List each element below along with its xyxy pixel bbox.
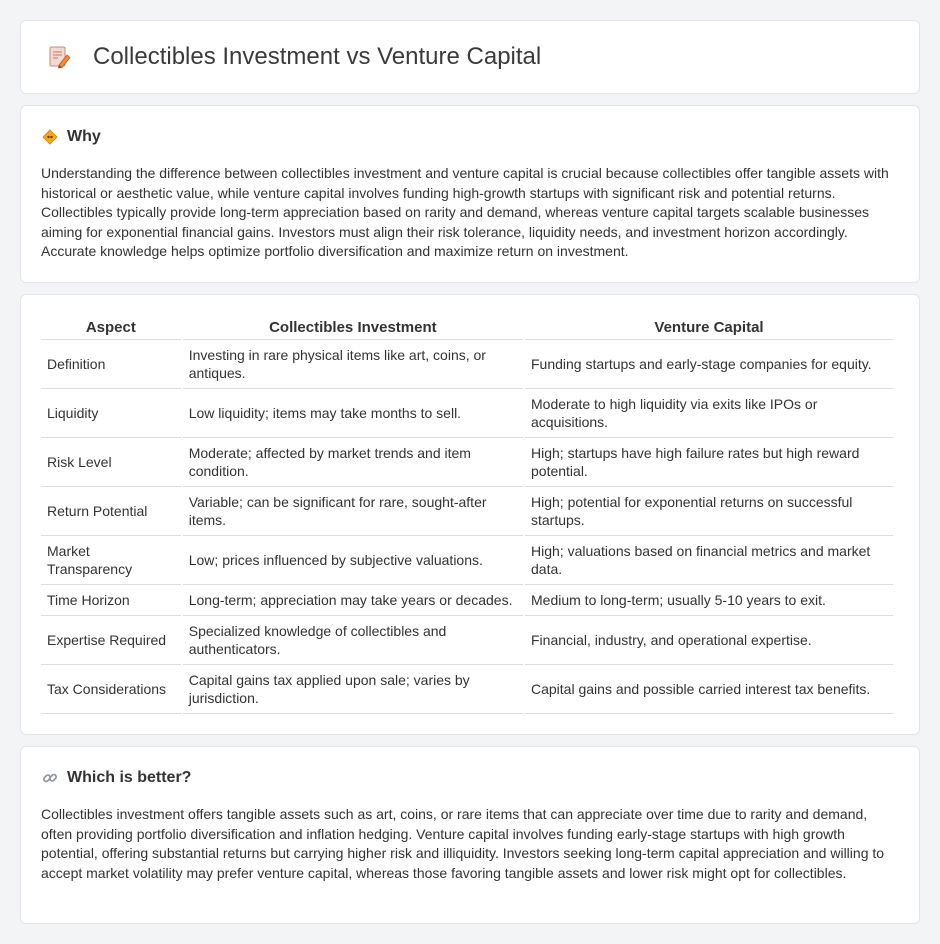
which-better-text: Collectibles investment offers tangible assets such as art, coins, or rare items that can appreciate over time due to rarity and demand, often providing portfolio diversification and inflation hedging. Venture capital involves funding early-stage startups with high growth potential, offering substantial returns but carrying higher risk and illiquidity. Investors seeking long-term capital appreciation and willing to accept market volatility may prefer venture capital, whereas those favoring tangible assets and lower risk might opt for collectibles.	[41, 806, 885, 881]
venture-capital-cell: Financial, industry, and operational expertise.	[525, 616, 893, 665]
aspect-cell: Time Horizon	[41, 585, 181, 616]
aspect-cell: Return Potential	[41, 487, 181, 536]
venture-capital-cell: Moderate to high liquidity via exits like IPOs or acquisitions.	[525, 389, 893, 438]
collectibles-cell: Low; prices influenced by subjective valuations.	[183, 536, 523, 585]
aspect-cell: Tax Considerations	[41, 665, 181, 714]
table-row	[41, 616, 893, 665]
table-row	[41, 536, 893, 585]
venture-capital-cell: High; startups have high failure rates but high reward potential.	[525, 438, 893, 487]
venture-capital-cell: High; potential for exponential returns on successful startups.	[525, 487, 893, 536]
collectibles-cell: Long-term; appreciation may take years or decades.	[183, 585, 523, 616]
aspect-cell: Risk Level	[41, 438, 181, 487]
header-card	[20, 20, 920, 94]
why-section	[20, 105, 920, 283]
table-row	[41, 585, 893, 616]
document-pencil-icon	[45, 43, 73, 71]
aspect-cell: Market Transparency	[41, 536, 181, 585]
header-venture-capital: Venture Capital	[525, 315, 893, 340]
venture-capital-cell: Medium to long-term; usually 5-10 years to exit.	[525, 585, 893, 616]
collectibles-cell: Low liquidity; items may take months to sell.	[183, 389, 523, 438]
header-collectibles: Collectibles Investment	[183, 315, 523, 340]
collectibles-cell: Moderate; affected by market trends and item condition.	[183, 438, 523, 487]
link-icon	[41, 769, 59, 787]
collectibles-cell: Variable; can be significant for rare, sought-after items.	[183, 487, 523, 536]
which-better-section	[20, 746, 920, 924]
table-row	[41, 665, 893, 714]
why-text: Understanding the difference between collectibles investment and venture capital is crucial because collectibles offer tangible assets with historical or aesthetic value, while venture capital involves funding high-growth startups with significant risk and potential returns. Collectibles typically provide long-term appreciation based on rarity and demand, whereas venture capital targets scalable businesses aiming for exponential financial gains. Investors must align their risk tolerance, liquidity needs, and investment horizon accordingly. Accurate knowledge helps optimize portfolio diversification and maximize return on investment.	[41, 165, 889, 260]
why-title: Why	[67, 128, 101, 145]
aspect-cell: Liquidity	[41, 389, 181, 438]
page-title: Collectibles Investment vs Venture Capital	[93, 43, 542, 70]
venture-capital-cell: Capital gains and possible carried interest tax benefits.	[525, 665, 893, 714]
aspect-cell: Expertise Required	[41, 616, 181, 665]
table-row	[41, 389, 893, 438]
header-aspect: Aspect	[41, 315, 181, 340]
venture-capital-cell: High; valuations based on financial metrics and market data.	[525, 536, 893, 585]
collectibles-cell: Capital gains tax applied upon sale; varies by jurisdiction.	[183, 665, 523, 714]
collectibles-cell: Investing in rare physical items like art, coins, or antiques.	[183, 340, 523, 389]
comparison-table	[39, 315, 895, 714]
table-row	[41, 340, 893, 389]
which-better-title: Which is better?	[67, 769, 192, 786]
aspect-cell: Definition	[41, 340, 181, 389]
collectibles-cell: Specialized knowledge of collectibles and authenticators.	[183, 616, 523, 665]
comparison-section	[20, 294, 920, 735]
table-row	[41, 438, 893, 487]
diamond-sign-icon	[41, 128, 59, 146]
venture-capital-cell: Funding startups and early-stage companies for equity.	[525, 340, 893, 389]
table-row	[41, 487, 893, 536]
